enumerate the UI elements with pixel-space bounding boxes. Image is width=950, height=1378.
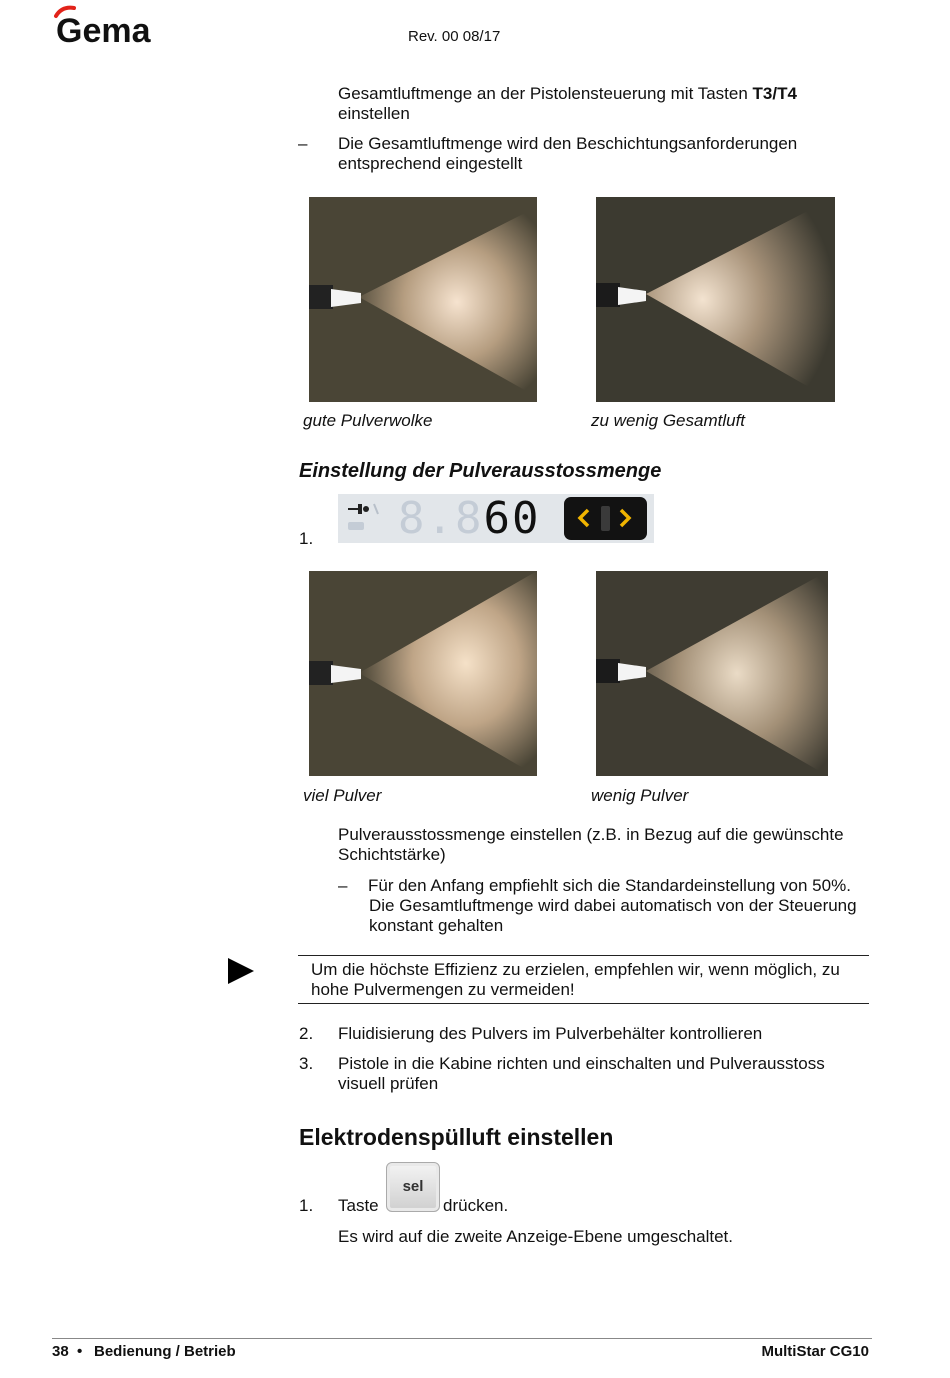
step-number: 2. — [299, 1024, 314, 1043]
note-rule-top — [298, 955, 869, 956]
intro-step-text-end: einstellen — [338, 104, 410, 123]
step-gun-check — [338, 1054, 868, 1094]
footer-rule — [52, 1338, 872, 1339]
footer-bullet: • — [77, 1343, 83, 1360]
step-line: visuell prüfen — [338, 1074, 439, 1093]
step-press-label: Taste — [338, 1196, 379, 1215]
intro-step-text: Gesamtluftmenge an der Pistolensteuerung mit Tasten — [338, 84, 753, 103]
photo-caption: zu wenig Gesamtluft — [591, 411, 746, 430]
step-number: 1. — [299, 1196, 314, 1215]
note-arrow-icon — [228, 958, 254, 984]
photo-caption: wenig Pulver — [591, 786, 689, 805]
photo-good-powder-cloud — [309, 197, 537, 402]
step-line: Pistole in die Kabine richten und einschalten und Pulverausstoss — [338, 1054, 825, 1073]
bullet-line: Die Gesamtluftmenge wird dabei automatisch von der Steuerung — [369, 896, 857, 915]
gun-icon — [344, 500, 384, 539]
paragraph-line: Pulverausstossmenge einstellen (z.B. in Bezug auf die gewünschte — [338, 825, 844, 844]
step-press-suffix: drücken. — [443, 1196, 509, 1215]
lcd-value: 60 — [483, 493, 541, 544]
lcd-value-display — [398, 493, 541, 544]
step-result: Es wird auf die zweite Anzeige-Ebene umgeschaltet. — [338, 1227, 734, 1246]
note-rule-bottom — [298, 1003, 869, 1004]
chevron-right-icon — [621, 510, 629, 526]
intro-step — [338, 84, 858, 124]
efficiency-note — [311, 960, 867, 1000]
product-name: MultiStar CG10 — [761, 1343, 869, 1360]
revision-label: Rev. 00 08/17 — [408, 28, 501, 45]
photo-much-powder — [309, 571, 537, 776]
note-line: Um die höchste Effizienz zu erzielen, empfehlen wir, wenn möglich, zu — [311, 960, 840, 979]
control-display-panel — [338, 494, 654, 543]
intro-bullet-line: Die Gesamtluftmenge wird den Beschichtungsanforderungen — [338, 134, 798, 153]
lcd-ghost-digits: 8.8 — [398, 493, 484, 544]
bullet-line: Für den Anfang empfiehlt sich die Standardeinstellung von 50%. — [368, 876, 851, 895]
step-number: 3. — [299, 1054, 314, 1073]
paragraph-line: Schichtstärke) — [338, 845, 446, 864]
intro-bullet — [338, 134, 858, 174]
photo-too-little-air — [596, 197, 835, 402]
chapter-title: Bedienung / Betrieb — [94, 1343, 236, 1360]
intro-step-keys: T3/T4 — [752, 84, 797, 103]
powder-output-paragraph — [338, 825, 868, 865]
photo-caption: gute Pulverwolke — [303, 411, 433, 430]
step-fluidisation: Fluidisierung des Pulvers im Pulverbehälter kontrollieren — [338, 1024, 763, 1043]
standard-setting-bullet — [368, 876, 878, 936]
note-line: hohe Pulvermengen zu vermeiden! — [311, 980, 575, 999]
intro-bullet-line: entsprechend eingestellt — [338, 154, 523, 173]
photo-caption: viel Pulver — [303, 786, 382, 805]
section-title-powder-output: Einstellung der Pulverausstossmenge — [299, 460, 662, 482]
photo-little-powder — [596, 571, 828, 776]
svg-text:Gema: Gema — [56, 12, 151, 48]
page-number: 38 — [52, 1343, 69, 1360]
bullet-line: konstant gehalten — [369, 916, 504, 935]
chevron-left-icon — [580, 510, 588, 526]
gema-logo — [52, 4, 172, 48]
intro-dash: – — [298, 134, 308, 153]
sel-button[interactable]: sel — [386, 1162, 440, 1212]
bullet-dash: – — [338, 876, 348, 895]
section-title-electrode-rinsing-air: Elektrodenspülluft einstellen — [299, 1124, 614, 1150]
step-number: 1. — [299, 529, 314, 548]
t3-t4-arrow-buttons[interactable] — [564, 497, 647, 540]
